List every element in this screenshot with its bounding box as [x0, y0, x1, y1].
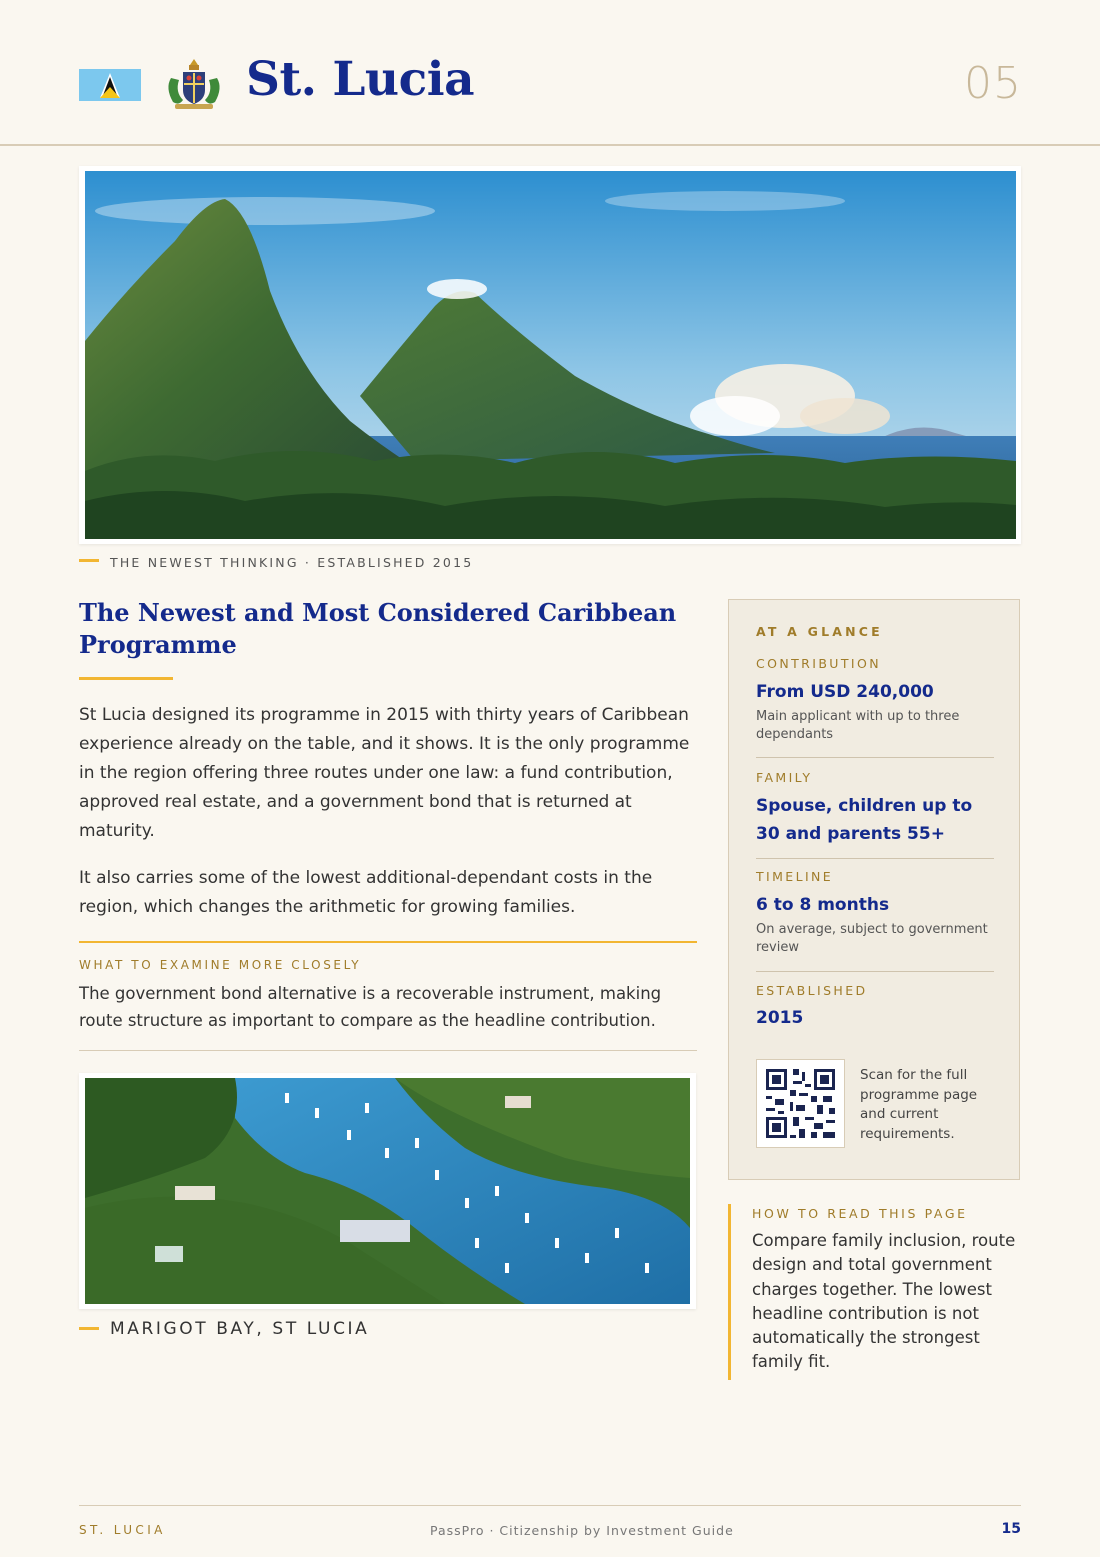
examine-divider	[79, 941, 697, 943]
family-value: Spouse, children up to 30 and parents 55+	[756, 796, 973, 844]
how-to-read-text: Compare family inclusion, route design and total government charges together. The lowest headline contribution is not automatically the strongest family fit.	[752, 1231, 1016, 1372]
family-cost-paragraph: It also carries some of the lowest additional-dependant costs in the region, which changes the arithmetic for growing families.	[79, 868, 653, 917]
eyebrow-accent	[79, 559, 99, 562]
timeline-note: On average, subject to government review	[756, 922, 988, 955]
timeline-label: TIMELINE	[756, 869, 834, 884]
header-divider	[0, 144, 1100, 146]
section-heading: The Newest and Most Considered Caribbean Programme	[79, 598, 677, 659]
glance-heading: AT A GLANCE	[756, 624, 883, 639]
st-lucia-flag	[79, 69, 141, 101]
family-label: FAMILY	[756, 770, 813, 785]
contribution-note: Main applicant with up to three dependants	[756, 709, 960, 742]
page-number: 15	[1001, 1521, 1021, 1537]
hero-photo-pitons	[85, 171, 1016, 539]
footer-divider	[79, 1505, 1021, 1506]
examine-label: WHAT TO EXAMINE MORE CLOSELY	[79, 958, 362, 972]
established-value: 2015	[756, 1008, 804, 1028]
heading-underline	[79, 677, 173, 680]
glance-divider	[756, 757, 994, 758]
qr-code[interactable]	[756, 1059, 845, 1148]
timeline-value: 6 to 8 months	[756, 895, 890, 915]
glance-divider	[756, 858, 994, 859]
page-title: St. Lucia	[246, 52, 475, 107]
qr-caption: Scan for the full programme page and current requirements.	[860, 1067, 978, 1142]
chapter-number: 05	[964, 58, 1022, 109]
footer-section-name: ST. LUCIA	[79, 1523, 166, 1537]
section-divider	[79, 1050, 697, 1051]
footer-publication: PassPro · Citizenship by Investment Guide	[430, 1523, 734, 1538]
established-label: ESTABLISHED	[756, 983, 868, 998]
contribution-value: From USD 240,000	[756, 682, 934, 702]
hero-eyebrow: THE NEWEST THINKING · ESTABLISHED 2015	[110, 555, 474, 570]
examine-text: The government bond alternative is a recoverable instrument, making route structure as important to compare as the headline contribution.	[79, 984, 662, 1030]
coat-of-arms-icon	[163, 56, 225, 112]
marigot-bay-photo	[85, 1078, 690, 1304]
caption-accent	[79, 1327, 99, 1330]
glance-divider	[756, 971, 994, 972]
photo-caption: MARIGOT BAY, ST LUCIA	[110, 1319, 370, 1339]
how-to-read-accent	[728, 1204, 731, 1380]
how-to-read-label: HOW TO READ THIS PAGE	[752, 1206, 968, 1221]
contribution-label: CONTRIBUTION	[756, 656, 881, 671]
intro-paragraph: St Lucia designed its programme in 2015 with thirty years of Caribbean experience already on the table, and it shows. It is the only programme in the region offering three routes under one law: a fund contribution, approved real estate, and a government bond that is returned at maturity.	[79, 705, 690, 841]
